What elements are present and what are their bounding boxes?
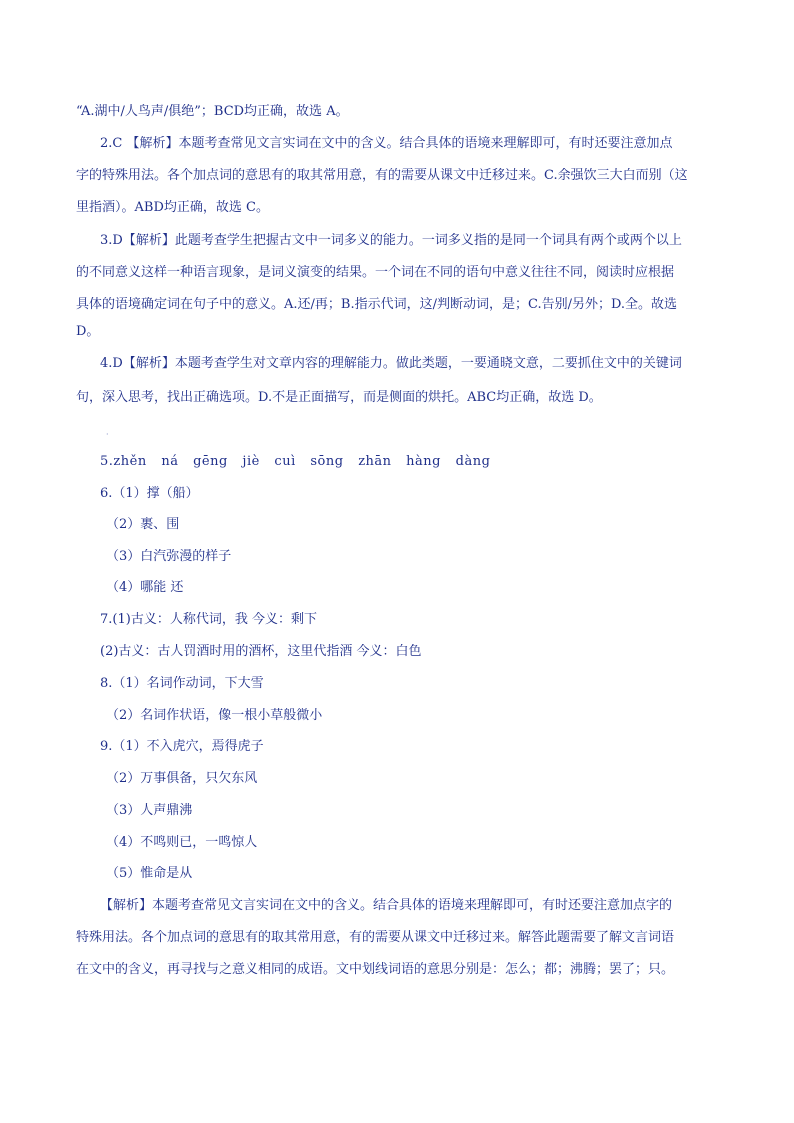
answer-9-4: （4）不鸣则已，一鸣惊人 <box>106 835 258 850</box>
answer-9-5: （5）惟命是从 <box>106 866 193 881</box>
answer-9-1: 9.（1）不入虎穴，焉得虎子 <box>100 739 264 754</box>
answer-9-2: （2）万事俱备，只欠东风 <box>106 771 258 786</box>
answer-4-line-2: 句，深入思考，找出正确选项。D.不是正面描写，而是侧面的烘托。ABC均正确，故选 D。 <box>76 390 602 405</box>
answer-9-analysis-line-2: 特殊用法。各个加点词的意思有的取其常用意，有的需要从课文中迁移过来。解答此题需要了解文言词语 <box>76 930 675 945</box>
answer-3-line-1: 3.D【解析】此题考查学生把握古文中一词多义的能力。一词多义指的是同一个词具有两个或两个以上 <box>100 233 682 248</box>
answer-3-line-2: 的不同意义这样一种语言现象，是词义演变的结果。一个词在不同的语句中意义往往不同，阅读时应根据 <box>76 265 675 280</box>
answer-3-line-3: 具体的语境确定词在句子中的意义。A.还/再；B.指示代词，这/判断动词，是；C.告别/另外；D.全。故选 <box>76 297 678 312</box>
answer-9-3: （3）人声鼎沸 <box>106 803 193 818</box>
answer-5-pinyin: 5.zhěn ná gēng jiè cuì sōng zhān hàng dàng <box>100 454 491 469</box>
answer-9-analysis-line-1: 【解析】本题考查常见文言实词在文中的含义。结合具体的语境来理解即可，有时还要注意加点字的 <box>100 898 673 913</box>
answer-1-continuation: “A.湖中/人鸟声/俱绝”；BCD均正确，故选 A。 <box>76 104 349 119</box>
paragraph-mark: · <box>106 430 109 439</box>
answer-2-line-3: 里指酒）。ABD均正确，故选 C。 <box>76 200 269 215</box>
answer-7-2: (2)古义：古人罚酒时用的酒杯，这里代指酒 今义：白色 <box>100 644 422 659</box>
answer-6-4: （4）哪能 还 <box>106 580 184 595</box>
answer-9-analysis-line-3: 在文中的含义，再寻找与之意义相同的成语。文中划线词语的意思分别是：怎么；都；沸腾；罢了；只。 <box>76 962 675 977</box>
answer-2-line-1: 2.C 【解析】本题考查常见文言实词在文中的含义。结合具体的语境来理解即可，有时还要注意加点 <box>100 136 673 151</box>
answer-8-1: 8.（1）名词作动词，下大雪 <box>100 676 264 691</box>
answer-3-line-4: D。 <box>76 324 100 339</box>
answer-6-1: 6.（1）撑（船） <box>100 486 199 501</box>
answer-2-line-2: 字的特殊用法。各个加点词的意思有的取其常用意，有的需要从课文中迁移过来。C.余强饮三大白而别（这 <box>76 168 688 183</box>
answer-8-2: （2）名词作状语，像一根小草般微小 <box>106 708 323 723</box>
answer-4-line-1: 4.D【解析】本题考查学生对文章内容的理解能力。做此类题，一要通晓文意，二要抓住文中的关键词 <box>100 356 682 371</box>
answer-7-1: 7.(1)古义：人称代词，我 今义：剩下 <box>100 612 317 627</box>
answer-6-3: （3）白汽弥漫的样子 <box>106 549 232 564</box>
answer-6-2: （2）裹、围 <box>106 517 180 532</box>
